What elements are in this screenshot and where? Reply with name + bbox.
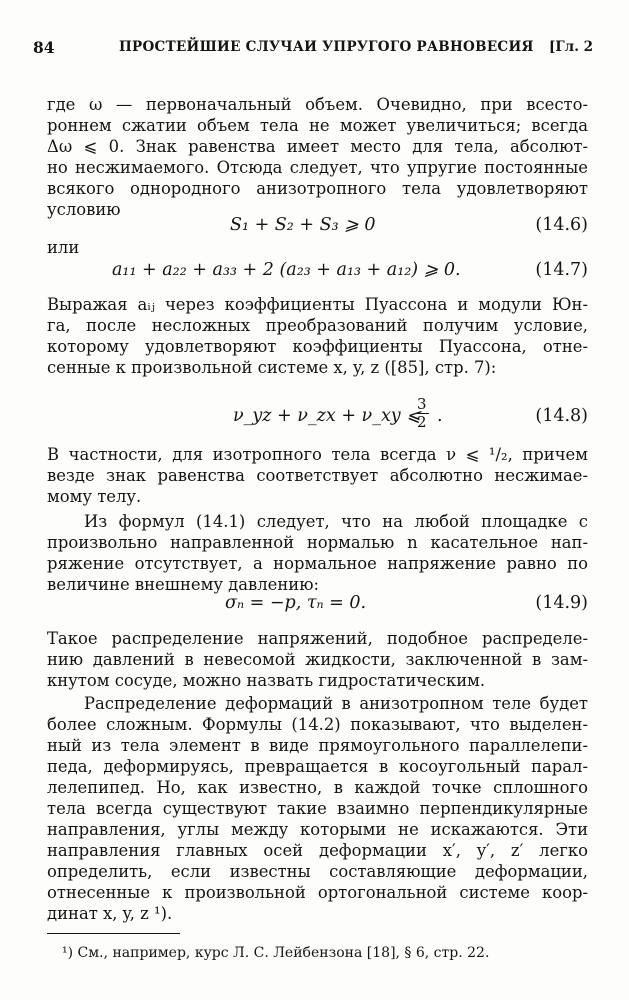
text-line: которому удовлетворяют коэффициенты Пуассона, отне- [47, 337, 588, 356]
text-line: Δω ⩽ 0. Знак равенства имеет место для тела, абсолют- [47, 137, 588, 156]
text-line: нию давлений в невесомой жидкости, заключенной в зам- [47, 650, 588, 669]
fraction-denominator: 2 [417, 413, 427, 431]
footnote: ¹) См., например, курс Л. С. Лейбензона [18], § 6, стр. 22. [62, 945, 490, 961]
text-line: где ω — первоначальный объем. Очевидно, при всесто- [47, 95, 588, 114]
equation-lhs: ν_yz + ν_zx + ν_xy ⩽ [233, 406, 421, 426]
text-line: лелепипед. Но, как известно, в каждой точке сплошного [47, 778, 588, 797]
text-line: Из формул (14.1) следует, что на любой площадке с [84, 512, 588, 531]
equation-14-8 [47, 394, 588, 438]
text-line: га, после несложных преобразований получим условие, [47, 316, 588, 335]
text-line: всякого однородного анизотропного тела удовлетворяют [47, 179, 588, 198]
fraction-numerator: 3 [417, 395, 427, 413]
text-line: Такое распределение напряжений, подобное распределе- [47, 629, 588, 648]
equation-14-9 [47, 593, 588, 615]
text-line: направления главных осей деформации x′, y′, z′ легко [47, 841, 588, 860]
running-title: ПРОСТЕЙШИЕ СЛУЧАИ УПРУГОГО РАВНОВЕСИЯ [119, 39, 534, 55]
equation-14-7 [47, 260, 588, 282]
text-line: направления, углы между которыми не искажаются. Эти [47, 820, 588, 839]
fraction-three-halves [415, 396, 429, 431]
page-number: 84 [33, 38, 55, 57]
equation-number: (14.8) [535, 406, 588, 426]
equation-formula: a₁₁ + a₂₂ + a₃₃ + 2 (a₂₃ + a₁₃ + a₁₂) ⩾ 0. [112, 260, 461, 280]
equation-period: . [437, 406, 443, 426]
page-header [33, 38, 593, 58]
text-line: везде знак равенства соответствует абсолютно несжимае- [47, 466, 588, 485]
text-line: педа, деформируясь, превращается в косоугольный парал- [47, 757, 588, 776]
equation-14-6 [47, 215, 588, 237]
text-line: Выражая aᵢⱼ через коэффициенты Пуассона и модули Юн- [47, 295, 588, 314]
text-line-or: или [47, 238, 80, 257]
equation-number: (14.7) [535, 260, 588, 280]
text-line: условию [47, 200, 121, 219]
text-line: Распределение деформаций в анизотропном теле будет [84, 694, 588, 713]
equation-formula: σₙ = −p, τₙ = 0. [225, 593, 367, 613]
footnote-divider [47, 933, 180, 934]
chapter-label: [Гл. 2 [548, 39, 593, 55]
text-line: динат x, y, z ¹). [47, 904, 173, 923]
text-line: ряжение отсутствует, а нормальное напряжение равно по [47, 554, 588, 573]
equation-number: (14.9) [535, 593, 588, 613]
text-line: В частности, для изотропного тела всегда ν ⩽ ¹/₂, причем [47, 445, 588, 464]
text-line: более сложным. Формулы (14.2) показывают, что выделен- [47, 715, 588, 734]
text-line: тела всегда существуют такие взаимно перпендикулярные [47, 799, 588, 818]
text-line: но несжимаемого. Отсюда следует, что упругие постоянные [47, 158, 588, 177]
text-line: мому телу. [47, 487, 142, 506]
text-line: отнесенные к произвольной ортогональной системе коор- [47, 883, 588, 902]
text-line: роннем сжатии объем тела не может увеличиться; всегда [47, 116, 588, 135]
equation-number: (14.6) [535, 215, 588, 235]
text-line: кнутом сосуде, можно назвать гидростатическим. [47, 671, 486, 690]
text-line: определить, если известны составляющие деформации, [47, 862, 588, 881]
text-line: ный из тела элемент в виде прямоугольного параллелепи- [47, 736, 588, 755]
text-line: произвольно направленной нормалью n касательное нап- [47, 533, 588, 552]
text-line: величине внешнему давлению: [47, 575, 320, 594]
equation-formula: S₁ + S₂ + S₃ ⩾ 0 [230, 215, 376, 235]
text-line: сенные к произвольной системе x, y, z ([85], стр. 7): [47, 358, 497, 377]
